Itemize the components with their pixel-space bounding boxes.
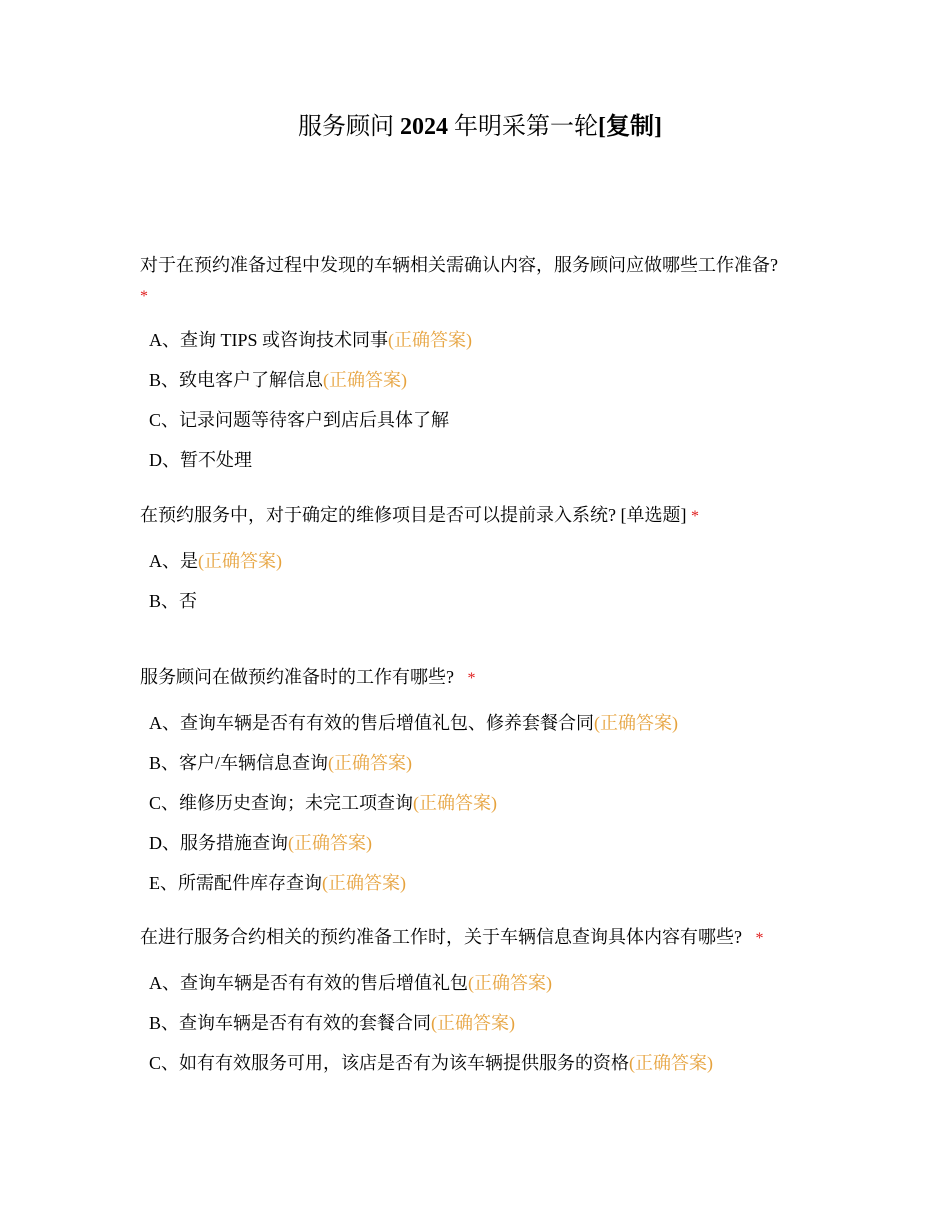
option-label: D、服务措施查询 bbox=[149, 833, 288, 853]
required-mark: * bbox=[691, 508, 699, 525]
question-1-label: 对于在预约准备过程中发现的车辆相关需确认内容，服务顾问应做哪些工作准备? bbox=[140, 255, 778, 275]
title-suffix: [复制] bbox=[598, 114, 662, 140]
option-label: B、查询车辆是否有有效的套餐合同 bbox=[149, 1013, 432, 1033]
question-3-label: 服务顾问在做预约准备时的工作有哪些? bbox=[140, 667, 454, 687]
title-part2: 年明采第一轮 bbox=[454, 114, 598, 140]
correct-answer-tag: (正确答案) bbox=[288, 833, 372, 853]
option-label: C、维修历史查询；未完工项查询 bbox=[149, 793, 414, 813]
question-3-option-c[interactable] bbox=[149, 790, 497, 816]
question-1-option-b[interactable] bbox=[149, 367, 407, 393]
question-3-option-d[interactable] bbox=[149, 830, 372, 856]
option-label: A、查询车辆是否有有效的售后增值礼包、修养套餐合同 bbox=[149, 713, 594, 733]
option-label: D、暂不处理 bbox=[149, 450, 252, 470]
required-mark: * bbox=[140, 288, 148, 305]
question-2-label: 在预约服务中，对于确定的维修项目是否可以提前录入系统? bbox=[140, 505, 616, 525]
correct-answer-tag: (正确答案) bbox=[629, 1053, 714, 1073]
correct-answer-tag: (正确答案) bbox=[413, 793, 498, 813]
question-3-option-e[interactable] bbox=[149, 870, 406, 896]
required-mark: * bbox=[467, 670, 476, 687]
option-label: B、致电客户了解信息 bbox=[149, 370, 324, 390]
question-4-option-c[interactable] bbox=[149, 1050, 713, 1076]
option-label: A、查询车辆是否有有效的售后增值礼包 bbox=[149, 973, 468, 993]
option-label: B、否 bbox=[149, 591, 198, 611]
question-1-option-a[interactable] bbox=[149, 327, 472, 353]
correct-answer-tag: (正确答案) bbox=[323, 370, 408, 390]
correct-answer-tag: (正确答案) bbox=[388, 330, 473, 350]
correct-answer-tag: (正确答案) bbox=[322, 873, 406, 893]
question-3-option-b[interactable] bbox=[149, 750, 412, 776]
question-1-text bbox=[140, 250, 820, 312]
correct-answer-tag: (正确答案) bbox=[468, 973, 552, 993]
option-label: A、查询 TIPS 或咨询技术同事 bbox=[149, 330, 389, 350]
correct-answer-tag: (正确答案) bbox=[431, 1013, 516, 1033]
correct-answer-tag: (正确答案) bbox=[198, 551, 282, 571]
option-label: B、客户/车辆信息查询 bbox=[149, 753, 329, 773]
required-mark: * bbox=[755, 930, 764, 947]
question-4-option-b[interactable] bbox=[149, 1010, 515, 1036]
question-1-option-d[interactable] bbox=[149, 447, 252, 473]
question-1-option-c[interactable] bbox=[149, 407, 449, 433]
option-label: A、是 bbox=[149, 551, 198, 571]
option-label: C、记录问题等待客户到店后具体了解 bbox=[149, 410, 450, 430]
question-3-text bbox=[140, 662, 820, 694]
question-4-text bbox=[140, 922, 820, 954]
title-year: 2024 bbox=[400, 114, 448, 140]
question-2-text bbox=[140, 500, 820, 532]
question-3-option-a[interactable] bbox=[149, 710, 678, 736]
correct-answer-tag: (正确答案) bbox=[328, 753, 413, 773]
correct-answer-tag: (正确答案) bbox=[594, 713, 678, 733]
question-2-option-a[interactable] bbox=[149, 548, 282, 574]
option-label: C、如有有效服务可用，该店是否有为该车辆提供服务的资格 bbox=[149, 1053, 630, 1073]
question-4-option-a[interactable] bbox=[149, 970, 552, 996]
question-type-tag: [单选题] bbox=[620, 505, 687, 525]
question-4-label: 在进行服务合约相关的预约准备工作时，关于车辆信息查询具体内容有哪些? bbox=[140, 927, 742, 947]
title-part1: 服务顾问 bbox=[298, 114, 394, 140]
question-2-option-b[interactable] bbox=[149, 588, 197, 614]
option-label: E、所需配件库存查询 bbox=[149, 873, 322, 893]
page-title bbox=[0, 111, 950, 143]
